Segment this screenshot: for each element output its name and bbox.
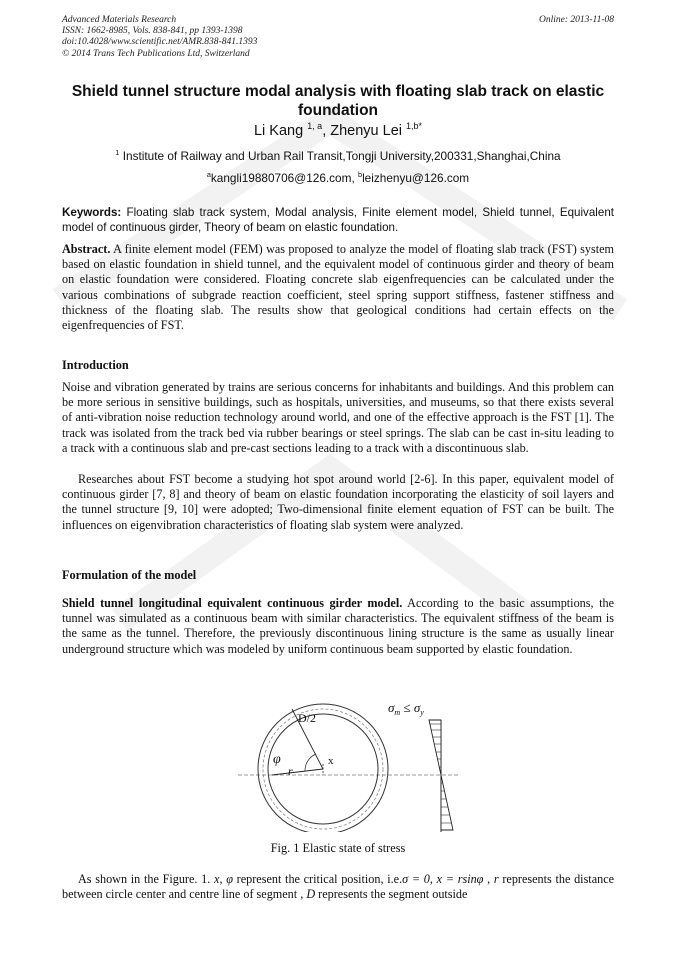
intro-paragraph-2: Researches about FST become a studying hot spot around world [2-6]. In this paper, equivalent model of continuous girder [7, 8] and theory of beam on elastic foundation incorporating the elasticity of soil layers and the tunnel structure [9, 10] were adopted; Two-dimensional finite element equation of FST can be built. The influences on eigenvibration characteristics of floating slab system were analyzed. [62, 472, 614, 532]
math-equation: x = rsinφ [436, 872, 484, 886]
author-name: Li Kang [253, 123, 304, 139]
section-heading: Introduction [62, 358, 129, 372]
text-run: , [219, 872, 227, 886]
journal-name: Advanced Materials Research [62, 15, 177, 25]
label-d2: D/2 [298, 711, 316, 725]
math-phi: φ [226, 872, 233, 886]
journal-copyright: © 2014 Trans Tech Publications Ltd, Switzerland [62, 48, 250, 59]
label-r: r [288, 764, 293, 778]
affiliation [62, 149, 614, 163]
body-paragraph [62, 872, 614, 902]
math-x: x [214, 872, 220, 886]
label-phi: φ [273, 752, 281, 767]
formulation-paragraph [62, 596, 614, 657]
math-d: D [306, 887, 316, 902]
figure-caption: Fig. 1 Elastic state of stress [270, 841, 406, 855]
keywords [62, 206, 614, 235]
label-sigma-condition [388, 700, 424, 717]
sigma-symbol: σ [413, 700, 421, 715]
author-separator: , [322, 123, 331, 139]
sigma-symbol: σ [388, 700, 395, 715]
radius-line-r [272, 769, 323, 775]
keywords-label: Keywords: [62, 206, 122, 219]
math-r: r [493, 872, 499, 886]
formulation-text: According to the basic assumptions, the tunnel was simulated as a continuous beam with similar characteristics. The equivalent stiffness of the beam is the same as the tunnel. Therefore, the previously discontinuous lining structure is the same as usually linear underground structure which was modeled by uniform continuous beam supported by elastic foundation. [62, 596, 614, 656]
author-name: Zhenyu Lei [330, 123, 402, 139]
email-marker: a [206, 170, 211, 180]
paper-title: Shield tunnel structure modal analysis with floating slab track on elastic foundation [71, 83, 605, 119]
email-marker: b [358, 170, 363, 180]
text-run: , [483, 872, 494, 886]
email-link[interactable]: kangli19880706@126.com, [210, 171, 358, 185]
abstract-text: A finite element model (FEM) was proposed to analyze the model of floating slab track (FST) system based on elastic foundation in shield tunnel, and the equivalent model of continuous girder and theory of beam on elastic foundation were considered. Floating concrete slab eigenfrequencies can be calculated under the various combinations of subgrade reaction coefficient, steel spring support stiffness, fastener stiffness and thickness of the floating slab. The results show that geological conditions had certain effects on the eigenfrequencies of FST. [62, 242, 614, 333]
math-equation: σ = 0 [402, 872, 430, 886]
intro-paragraph-1: Noise and vibration generated by trains are serious concerns for inhabitants and buildings. And this problem can be more serious in sensitive buildings, such as hospitals, universities, and museums, so that there exists several of anti-vibration noise reduction technology around world, and one of the effective approach is the FST [1]. The track was isolated from the track bed via rubber bearings or steel springs. The slab can be cast in-situ leading to a track with a continuous slab and pre-cast sections leading to a track with a discontinuous slab. [62, 380, 614, 455]
le-symbol: ≤ [400, 700, 414, 715]
keywords-text: Floating slab track system, Modal analysis, Finite element model, Shield tunnel, Equivalent model of continuous girder, Theory of beam on elastic foundation. [62, 206, 614, 234]
email-link[interactable]: leizhenyu@126.com [362, 171, 470, 185]
sigma-subscript: y [420, 708, 424, 717]
section-heading: Formulation of the model [62, 568, 197, 582]
text-run: As shown in the Figure. 1. [78, 872, 215, 886]
journal-doi: doi:10.4028/www.scientific.net/AMR.838-841.1393 [62, 37, 258, 48]
phi-arc [305, 754, 316, 771]
online-date: Online: 2013-11-08 [538, 15, 614, 25]
figure-elastic-stress [230, 682, 470, 832]
journal-header [62, 15, 257, 60]
affiliation-text: Institute of Railway and Urban Rail Transit,Tongji University,200331,Shanghai,China [119, 149, 561, 163]
text-run: represents the distance between circle center and centre line of segment , [62, 872, 615, 902]
author-marker: 1, a [307, 121, 323, 132]
author-line [62, 123, 614, 139]
text-run: , [429, 872, 437, 886]
journal-issn: ISSN: 1662-8985, Vols. 838-841, pp 1393-1398 [62, 26, 243, 37]
author-emails [62, 171, 614, 185]
abstract-label: Abstract. [62, 242, 111, 256]
text-run: represent the critical position, i.e. [232, 872, 403, 886]
text-run: represents the segment outside [315, 887, 468, 902]
subsection-heading: Shield tunnel longitudinal equivalent continuous girder model. [62, 596, 403, 610]
label-x: x [328, 755, 334, 767]
affiliation-marker: 1 [115, 148, 120, 158]
author-marker: 1,b* [406, 121, 423, 132]
sigma-subscript: m [394, 708, 401, 717]
abstract [62, 242, 614, 333]
